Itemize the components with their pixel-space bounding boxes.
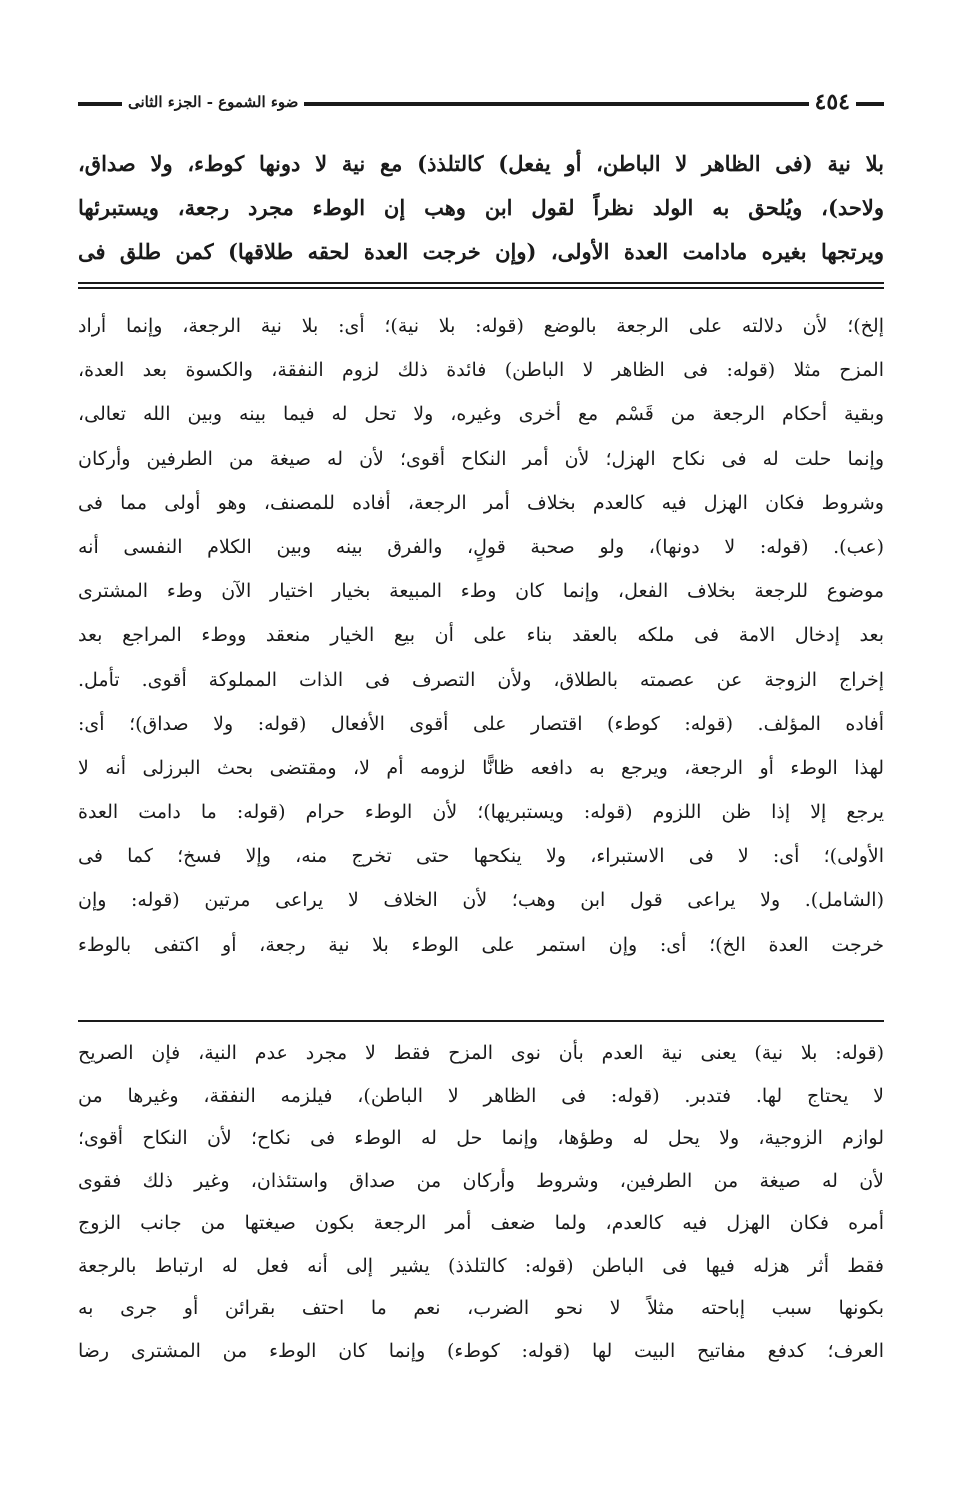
commentary-line: المزح مثلا (قوله: فى الظاهر لا الباطن) فائدة ذلك لزوم النفقة، والكسوة بعد العدة،: [78, 359, 884, 382]
commentary-line: خرجت العدة الخ)؛ أى: وإن استمر على الوطء بلا نية رجعة، أو اكتفى بالوطء: [78, 933, 884, 956]
commentary-line: وإنما حلت له فى نكاح الهزل؛ لأن أمر النكاح أقوى؛ لأن له صيغة من الطرفين وأركان: [78, 447, 884, 470]
page-number: ٤٥٤: [809, 88, 856, 116]
commentary-line: بعد إدخال الامة فى ملكه بالعقد بناء على أن بيع الخيار منعقد ووطء المراجع بعد: [78, 624, 884, 647]
commentary-line: موضوع للرجعة بخلاف الفعل، وإنما كان وطء المبيعة بخيار اختيار الآن وطء المشترى: [78, 580, 884, 603]
commentary-line: (عب). (قوله: لا دونها)، ولو صحبة قولٍ، والفرق بينه وبين الكلام النفسى أنه: [78, 535, 884, 558]
main-text-line: ولاحد)، ويُلحق به الولد نظراً لقول ابن وهب إن الوطء مجرد رجعة، ويستبرئها: [78, 195, 884, 220]
commentary-line: إلخ)؛ لأن دلالته على الرجعة بالوضع (قوله: بلا نية)؛ أى: بلا نية الرجعة، وإنما أراد: [78, 315, 884, 337]
header-dash-left: [78, 102, 118, 106]
running-header: [78, 88, 884, 118]
footnote-line: فقط أثر هزله فيها فى الباطن (قوله: كالتلذذ) يشير إلى أنه فعل له ارتباط بالرجعة: [78, 1254, 884, 1277]
main-text-divider: [78, 282, 884, 289]
footnote-line: (قوله: بلا نية) يعنى نية العدم بأن نوى المزح فقط لا مجرد عدم النية، فإن الصريح: [78, 1042, 884, 1064]
main-text-line: بلا نية (فى الظاهر لا الباطن، أو يفعل) كالتلذذ) مع نية لا دونها كوطء، ولا صداق،: [78, 151, 884, 176]
commentary-line: أفاده المؤلف. (قوله: كوطء) اقتصار على أقوى الأفعال (قوله: ولا صداق)؛ أى:: [78, 712, 884, 735]
commentary-line: لهذا الوطء أو الرجعة، ويرجع به دافعه ظانًّا لزومه أم لا، ومقتضى بحث البرزلى أنه لا: [78, 756, 884, 779]
main-text-line: ويرتجها بغيره مادامت العدة الأولى، (وإن خرجت العدة لحقه طلاقها) كمن طلق فى: [78, 239, 884, 264]
footnote-text: [78, 1032, 884, 1372]
footnote-line: لا يحتاج لها. فتدبر. (قوله: فى الظاهر لا الباطن)، فيلزمه النفقة، وغيرها من: [78, 1084, 884, 1107]
footnote-line: لأن له صيغة من الطرفين، وشروط وأركان من صداق واستئذان، وغير ذلك فقوى: [78, 1169, 884, 1192]
commentary-line: وشروط فكان الهزل فيه كالعدم بخلاف أمر الرجعة، أفاده للمصنف، وهو أولى مما فى: [78, 491, 884, 514]
commentary-line: يرجع إلا إذا ظن اللزوم (قوله: ويستبريها)؛ لأن الوطء حرام (قوله: ما دامت العدة: [78, 801, 884, 824]
footnote-line: أمره فكان الهزل فيه كالعدم، ولما ضعف أمر الرجعة بكون صيغتها من جانب الزوج: [78, 1212, 884, 1234]
footnote-line: العرف؛ كدفع مفاتيح البيت لها (قوله: كوطء) وإنما كان الوطء من المشترى رضا: [78, 1339, 884, 1362]
commentary-line: الأولى)؛ أى: لا فى الاستبراء، ولا ينكحها حتى تخرج منه، وإلا فسخ؛ كما فى: [78, 845, 884, 868]
commentary-divider: [78, 1020, 884, 1022]
book-title: ضوء الشموع - الجزء الثانى: [122, 90, 304, 114]
main-text: [78, 142, 884, 274]
footnote-line: لوازم الزوجية، ولا يحل له وطؤها، وإنما حل له الوطء فى نكاح؛ لأن النكاح أقوى؛: [78, 1127, 884, 1149]
commentary-line: وبقية أحكام الرجعة من قَسْم مع أخرى وغيره، ولا تحل له فيما بينه وبين الله تعالى،: [78, 403, 884, 426]
commentary-line: إخراج الزوجة عن عصمته بالطلاق، ولأن التصرف فى الذات المملوكة أقوى. تأمل.: [78, 668, 884, 691]
commentary-line: (الشامل). ولا يراعى قول ابن وهب؛ لأن الخلاف لا يراعى مرتين (قوله: وإن: [78, 889, 884, 912]
commentary-text: [78, 304, 884, 967]
footnote-line: بكونها سبب إباحته مثلاً لا نحو الضرب، نعم ما احتف بقرائن أو جرى به: [78, 1297, 884, 1319]
